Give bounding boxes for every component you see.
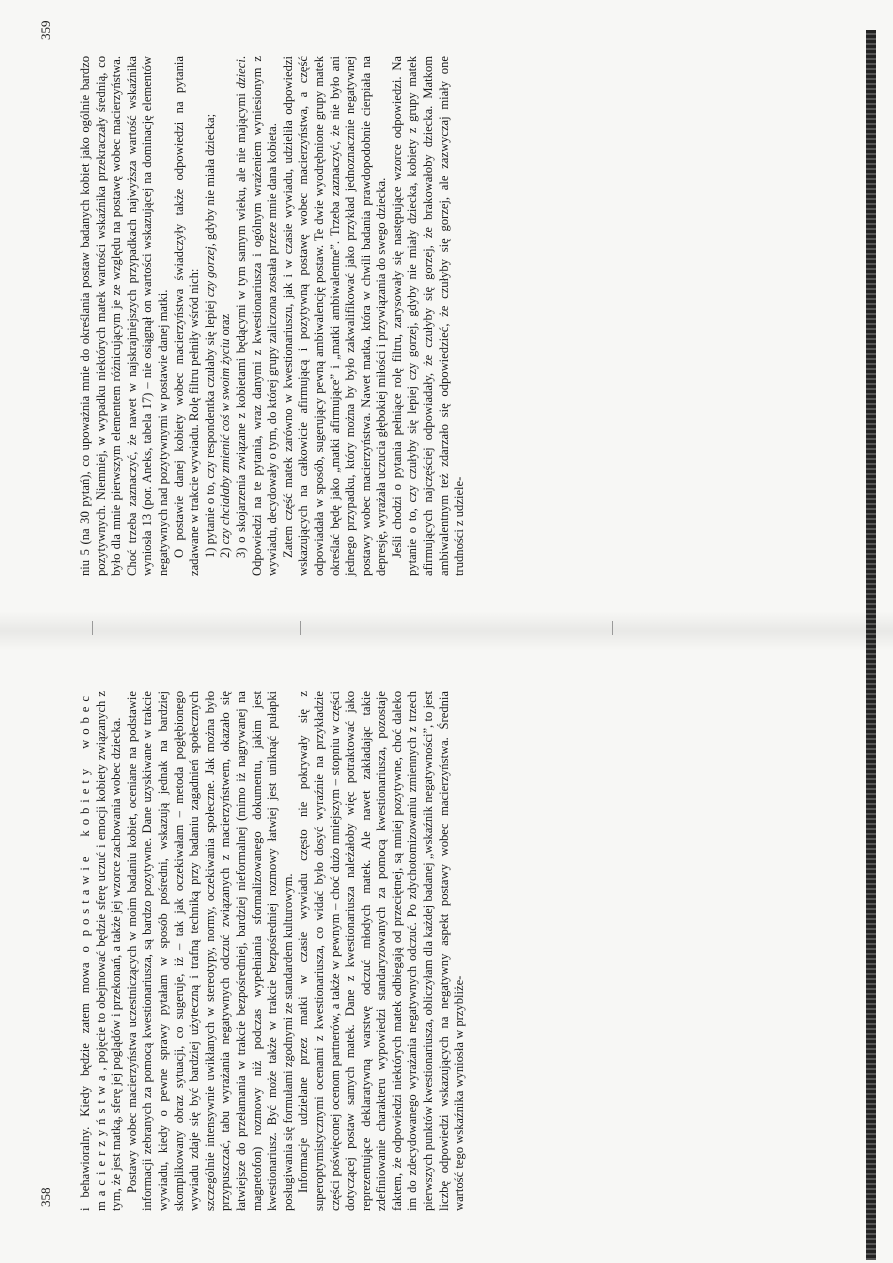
paragraph: Postawy wobec macierzyństwa uczestniczących w moim badaniu kobiet, oceniane na podstawie informacji zebranych za pomocą kwestionariusza, są bardzo pozytywne. Dane uzyskiwane w trakcie wywiadu, kiedy o pewne sprawy pytałam w sposób pośredni, wskazują jednak na bardziej skomplikowany obraz sytuacji, co sugeruje, iż – tak jak oczekiwałam – metoda pogłębionego wywiadu zdaje się być bardziej użyteczną i trafną techniką przy badaniu zagadnień społecznych szczególnie intensywnie uwikłanych w stereotypy, normy, oczekiwania społeczne. Jak można było przypuszczać, tabu wyrażania negatywnych odczuć związanych z macierzyństwem, okazało się łatwiejsze do przełamania w trakcie bezpośredniej, bardziej nieformalnej (mimo iż nagrywanej na magnetofon) rozmowy niż podczas wypełniania sformalizowanego dokumentu, jakim jest kwestionariusz. Być może także w trakcie bezpośredniej rozmowy łatwiej jest uniknąć pułapki posługiwania się formułami zgodnymi ze standardem kulturowym. — [124, 691, 295, 1211]
italic-phrase: dzieci — [233, 59, 248, 89]
left-text-column — [78, 691, 468, 1211]
paragraph: Zatem część matek zarówno w kwestionariuszu, jak i w czasie wywiadu, udzieliła odpowiedzi wskazujących na całkowicie afirmującą i pozytywną postawę wobec macierzyństwa, a część odpowiadała w sposób, sugerujący pewną ambiwalencję postaw. Te dwie wyodrębnione grupy matek określać będę jako „matki afirmujące” i „matki ambiwalentne”. Trzeba zaznaczyć, że nie było ani jednego przypadku, który można by było zakwalifikować jako przykład jednoznacznie negatywnej postawy wobec macierzyństwa. Nawet matka, która w chwili badania prawdopodobnie cierpiała na depresję, wyrażała uczucia głębokiej miłości i przywiązania do swego dziecka. — [280, 56, 389, 576]
spaced-term: postawie kobiety wobec macierzyństwa — [78, 691, 108, 1211]
italic-phrase: czy gorzej — [202, 246, 217, 298]
paragraph: niu 5 (na 30 pytań), co upoważnia mnie do określania postaw badanych kobiet jako ogólnie bardzo pozytywnych. Niemniej, w wypadku niektórych matek wartości wskaźnika przekraczały średnią, co było dla mnie pierwszym elementem różnicującym je ze względu na postawę wobec macierzyństwa. Choć trzeba zaznaczyć, że nawet w najskrajniejszych przypadkach najwyższa wartość wskaźnika wyniosła 13 (por. Aneks, tabela 17) – nie osiągnął on wartości wskazującej na dominację elementów negatywnych nad pozytywnymi w postawie danej matki. — [78, 56, 170, 576]
paragraph-text: . Odpowiedzi na te pytania, wraz danymi z kwestionariusza i ogólnym wrażeniem wyniesionym z wywiadu, decydowały o tym, do której grupy zaliczona została przeze mnie dana kobieta. — [233, 56, 280, 576]
paragraph-text: i behawioralny. Kiedy będzie zatem mowa o — [78, 936, 92, 1211]
paragraph-text: 3) o skojarzenia związane z kobietami będącymi w tym samym wieku, ale nie mającymi — [233, 88, 248, 558]
paragraph-text: 1) pytanie o to, czy respondentka czułaby się lepiej — [202, 297, 217, 558]
list-item — [218, 56, 234, 576]
paragraph: Jeśli chodzi o pytania pełniące rolę filtru, zarysowały się następujące wzorce odpowiedzi. Na pytanie o to, czy czułyby się lepiej czy gorzej, gdyby nie miały dziecka, kobiety z grupy matek afirmujących najczęściej odpowiadały, że czułyby się gorzej, że brakowałoby dziecka. Matkom ambiwalentnym też zdarzało się odpowiedzieć, że czułyby się gorzej, ale zazwyczaj miały one trudności z udziele- — [389, 56, 467, 576]
paragraph-text: oraz — [218, 313, 233, 339]
gutter-mark — [300, 621, 301, 635]
paragraph — [78, 691, 125, 1211]
left-page — [0, 632, 893, 1263]
page-number-right: 359 — [38, 20, 53, 40]
paragraph-text: , pojęcie to obejmować będzie sferę uczuć i emocji kobiety związanych z tym, że jest matką, sferę jej poglądów i przekonań, a także jej wzorce zachowania wobec dziecka. — [93, 691, 124, 1211]
gutter-mark — [92, 621, 93, 635]
paragraph: O postawie danej kobiety wobec macierzyństwa świadczyły także odpowiedzi na pytania zadawane w trakcie wywiadu. Rolę filtru pełniły wśród nich: — [171, 56, 202, 576]
right-text-column — [78, 56, 468, 576]
gutter-mark — [612, 621, 613, 635]
paragraph-text: , gdyby nie miała dziecka; — [202, 113, 217, 247]
italic-phrase: czy chciałaby zmienić coś w swoim życiu — [218, 338, 233, 545]
page-number-left: 358 — [38, 1187, 53, 1207]
scan-edge-shadow — [866, 30, 876, 1260]
list-item — [203, 56, 219, 576]
book-gutter — [0, 611, 893, 651]
paragraph-text: 2) — [218, 544, 233, 558]
paragraph: Informacje udzielane przez matki w czasie wywiadu często nie pokrywały się z superoptymistycznymi ocenami z kwestionariusza, co widać było dosyć wyraźnie na przykładzie części poświęconej ocenom partnerów, a także w pewnym – choć dużo mniejszym – stopniu w części dotyczącej postaw samych matek. Dane z kwestionariusza należałoby więc potraktować jako reprezentujące deklaratywną warstwę odczuć młodych matek. Ale nawet zakładając takie zdefiniowanie charakteru wypowiedzi standaryzowanych za pomocą kwestionariusza, pozostaje faktem, że odpowiedzi niektórych matek odbiegają od przeciętnej, są mniej pozytywne, choć daleko im do zdecydowanego wyrażania negatywnych odczuć. Po zdychotomizowaniu zmiennych z trzech pierwszych punktów kwestionariusza, obliczyłam dla każdej badanej „wskaźnik negatywności”, to jest liczbę odpowiedzi wskazujących na negatywny aspekt postawy wobec macierzyństwa. Średnia wartość tego wskaźnika wyniosła w przybliże- — [296, 691, 467, 1211]
list-item — [234, 56, 281, 576]
